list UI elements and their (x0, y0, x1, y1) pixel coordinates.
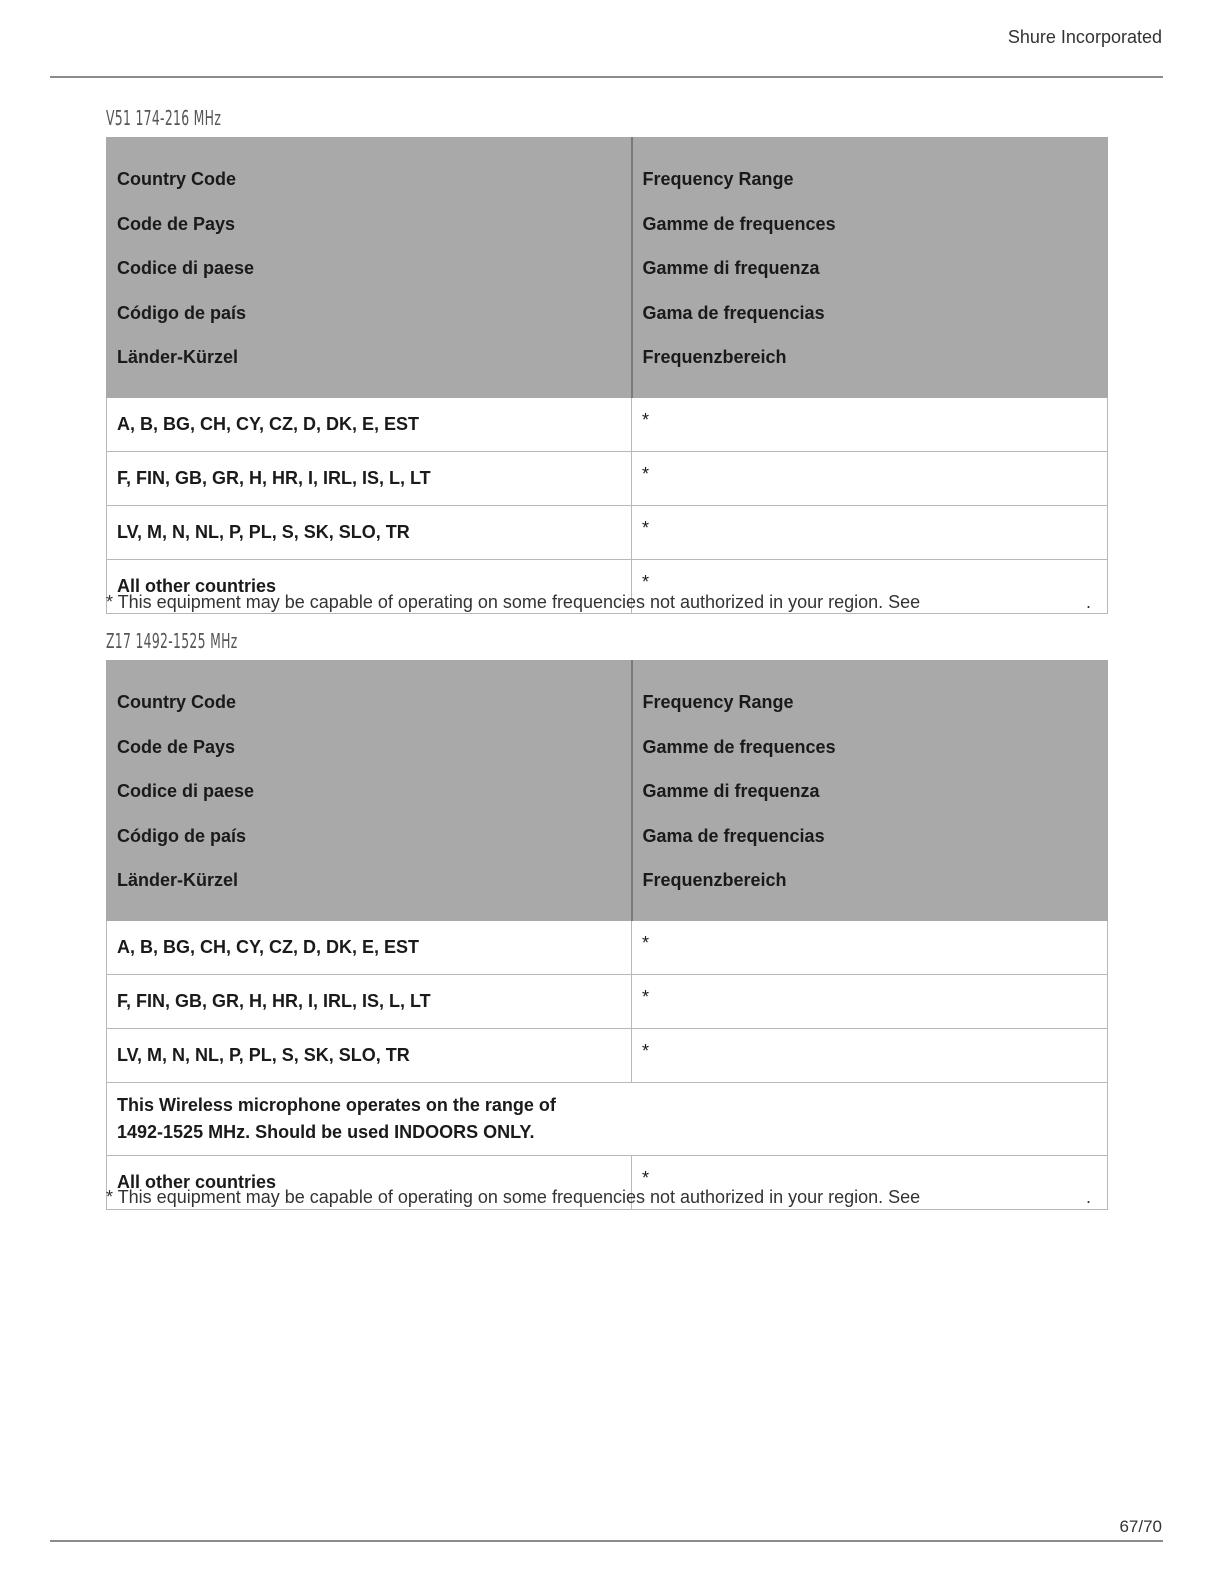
section-title-v51: V51 174-216 MHz (106, 106, 222, 130)
frequency-range-cell: * (632, 452, 1108, 506)
frequency-range-cell: * (632, 1029, 1108, 1083)
table-row (107, 452, 1108, 506)
footnote-end: . (1086, 1187, 1092, 1207)
header-label: Código de país (117, 825, 247, 846)
header-label: Gama de frequencias (642, 302, 825, 323)
header-label: Country Code (117, 692, 236, 712)
footnote-z17 (106, 1187, 1096, 1208)
header-label: Code de Pays (117, 736, 236, 757)
header-label: Gamme di frequenza (642, 258, 820, 279)
frequency-range-cell: * (632, 1156, 1108, 1210)
section-title-z17: Z17 1492-1525 MHz (106, 629, 238, 653)
footer-divider (50, 1540, 1163, 1542)
header-label: Gamme de frequences (642, 736, 836, 757)
header-label: Gama de frequencias (642, 825, 825, 846)
table-row (107, 921, 1108, 975)
header-label: Frequency Range (642, 169, 794, 189)
header-label: Länder-Kürzel (117, 347, 239, 368)
header-label: Gamme de frequences (642, 213, 836, 234)
table-row-note (107, 1083, 1108, 1156)
frequency-range-cell: * (632, 560, 1108, 614)
frequency-range-cell: * (632, 506, 1108, 560)
table-row (107, 398, 1108, 452)
country-codes-cell: LV, M, N, NL, P, PL, S, SK, SLO, TR (107, 1029, 632, 1083)
frequency-range-cell: * (632, 975, 1108, 1029)
country-code-header (107, 138, 632, 398)
header-label: Frequenzbereich (642, 870, 787, 891)
table-row (107, 1029, 1108, 1083)
table-header-row (107, 661, 1108, 921)
header-label: Frequenzbereich (642, 347, 787, 368)
footnote-v51 (106, 592, 1096, 613)
footnote-end: . (1086, 592, 1092, 612)
country-code-header (107, 661, 632, 921)
frequency-range-header (632, 661, 1108, 921)
footnote-text: * This equipment may be capable of operating on some frequencies not authorized in your region. See (106, 1187, 921, 1207)
footnote-text: * This equipment may be capable of operating on some frequencies not authorized in your region. See (106, 592, 921, 612)
country-codes-cell: LV, M, N, NL, P, PL, S, SK, SLO, TR (107, 506, 632, 560)
note-line: This Wireless microphone operates on the range of (117, 1095, 556, 1116)
table-row (107, 506, 1108, 560)
table-row (107, 975, 1108, 1029)
indoor-use-note (107, 1083, 1108, 1156)
frequency-range-cell: * (632, 921, 1108, 975)
header-label: Frequency Range (642, 692, 794, 712)
header-label: Gamme di frequenza (642, 781, 820, 802)
header-label: Código de país (117, 302, 247, 323)
frequency-table-z17 (106, 660, 1108, 1210)
country-codes-cell: A, B, BG, CH, CY, CZ, D, DK, E, EST (107, 921, 632, 975)
frequency-range-header (632, 138, 1108, 398)
country-codes-cell: All other countries (107, 560, 632, 614)
frequency-table-v51 (106, 137, 1108, 614)
header-label: Codice di paese (117, 781, 255, 802)
country-codes-cell: A, B, BG, CH, CY, CZ, D, DK, E, EST (107, 398, 632, 452)
country-codes-cell: F, FIN, GB, GR, H, HR, I, IRL, IS, L, LT (107, 452, 632, 506)
frequency-range-cell: * (632, 398, 1108, 452)
header-label: Code de Pays (117, 213, 236, 234)
page-number: 67/70 (1119, 1517, 1162, 1536)
header-divider (50, 76, 1163, 78)
header-label: Codice di paese (117, 258, 255, 279)
country-codes-cell: All other countries (107, 1156, 632, 1210)
note-line: 1492-1525 MHz. Should be used INDOORS ONLY. (117, 1122, 535, 1143)
header-label: Länder-Kürzel (117, 870, 239, 891)
country-codes-cell: F, FIN, GB, GR, H, HR, I, IRL, IS, L, LT (107, 975, 632, 1029)
header-company-name: Shure Incorporated (1007, 27, 1162, 47)
table-header-row (107, 138, 1108, 398)
header-label: Country Code (117, 169, 236, 189)
